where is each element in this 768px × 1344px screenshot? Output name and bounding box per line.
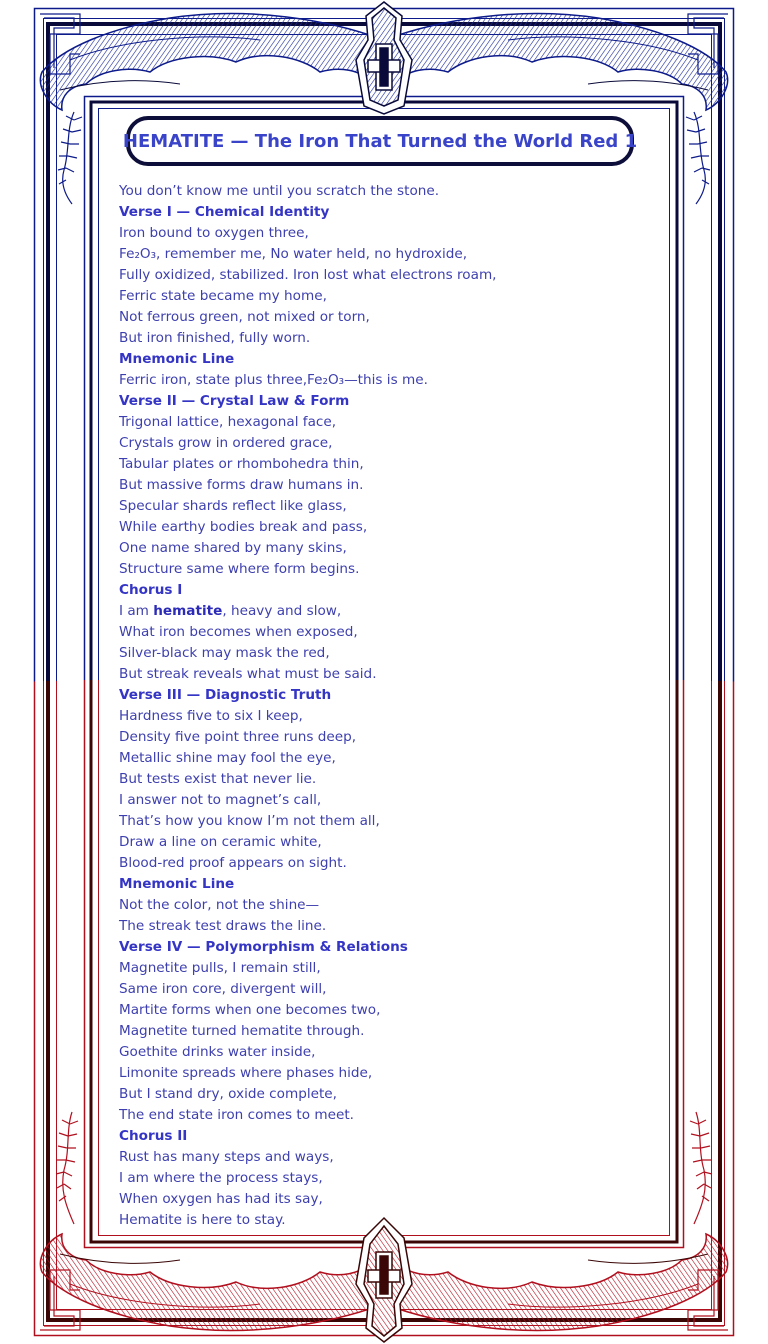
poem-line: One name shared by many skins, [119,540,347,556]
poem-line: Density five point three runs deep, [119,729,357,745]
poem-line: Ferric state became my home, [119,288,327,304]
poem-line: The streak test draws the line. [119,918,327,934]
poem-line: Rust has many steps and ways, [119,1149,334,1165]
poem-line: That’s how you know I’m not them all, [119,813,380,829]
fern-scroll-left-bottom [56,1112,78,1224]
poem-line: Magnetite pulls, I remain still, [119,960,321,976]
poem-line: Tabular plates or rhombohedra thin, [119,456,364,472]
page-title: HEMATITE — The Iron That Turned the World Red 1 [122,130,638,152]
fern-scroll-right-bottom [690,1112,712,1224]
poem-line: But I stand dry, oxide complete, [119,1086,337,1102]
section-heading: Verse IV — Polymorphism & Relations [119,939,408,955]
poem-line: Not the color, not the shine— [119,897,320,913]
poem-line: Hematite is here to stay. [119,1212,286,1228]
line-text-pre: I am [119,603,154,619]
poem-line: But streak reveals what must be said. [119,666,377,682]
section-heading: Mnemonic Line [119,876,235,892]
fern-scroll-left [58,112,82,204]
section-heading: Chorus II [119,1128,188,1144]
poem-line: Iron bound to oxygen three, [119,225,309,241]
poem-line: What iron becomes when exposed, [119,624,358,640]
poem-line: But tests exist that never lie. [119,771,317,787]
cross-medallion-bottom [356,1218,412,1342]
poem-line: Trigonal lattice, hexagonal face, [119,414,337,430]
line-text-post: , heavy and slow, [222,603,342,619]
title-banner [122,116,638,166]
poem-line: Martite forms when one becomes two, [119,1002,381,1018]
section-heading: Chorus I [119,582,183,598]
poem-line: But iron finished, fully worn. [119,330,311,346]
poem-line: Blood-red proof appears on sight. [119,855,347,871]
poem-line: Ferric iron, state plus three,Fe₂O₃—this is me. [119,372,428,388]
poem-line: But massive forms draw humans in. [119,477,364,493]
poem-line: The end state iron comes to meet. [119,1107,354,1123]
section-heading: Mnemonic Line [119,351,235,367]
poem-line: Silver-black may mask the red, [119,645,330,661]
poem-line: I answer not to magnet’s call, [119,792,322,808]
poem-line: Same iron core, divergent will, [119,981,327,997]
poem-line: When oxygen has had its say, [119,1191,323,1207]
poem-line: Fully oxidized, stabilized. Iron lost what electrons roam, [119,267,497,283]
poem-line: While earthy bodies break and pass, [119,519,368,535]
emphasized-word: hematite [153,603,223,619]
poem-line: Hardness five to six I keep, [119,708,303,724]
poem-line: Fe₂O₃, remember me, No water held, no hydroxide, [119,246,468,262]
section-heading: Verse II — Crystal Law & Form [119,393,350,409]
poem-line: Magnetite turned hematite through. [119,1023,365,1039]
poem-line: Goethite drinks water inside, [119,1044,316,1060]
poem-line: Crystals grow in ordered grace, [119,435,333,451]
poem-line: Limonite spreads where phases hide, [119,1065,373,1081]
fern-scroll-right [686,112,710,204]
poem-body [119,181,689,1231]
poem-line: Metallic shine may fool the eye, [119,750,336,766]
poem-line: Not ferrous green, not mixed or torn, [119,309,370,325]
poem-line [119,601,689,622]
poem-line: Structure same where form begins. [119,561,360,577]
poem-line: Specular shards reflect like glass, [119,498,347,514]
poem-line: Draw a line on ceramic white, [119,834,322,850]
section-heading: Verse III — Diagnostic Truth [119,687,332,703]
poem-line: You don’t know me until you scratch the stone. [119,183,440,199]
poem-line: I am where the process stays, [119,1170,323,1186]
section-heading: Verse I — Chemical Identity [119,204,330,220]
